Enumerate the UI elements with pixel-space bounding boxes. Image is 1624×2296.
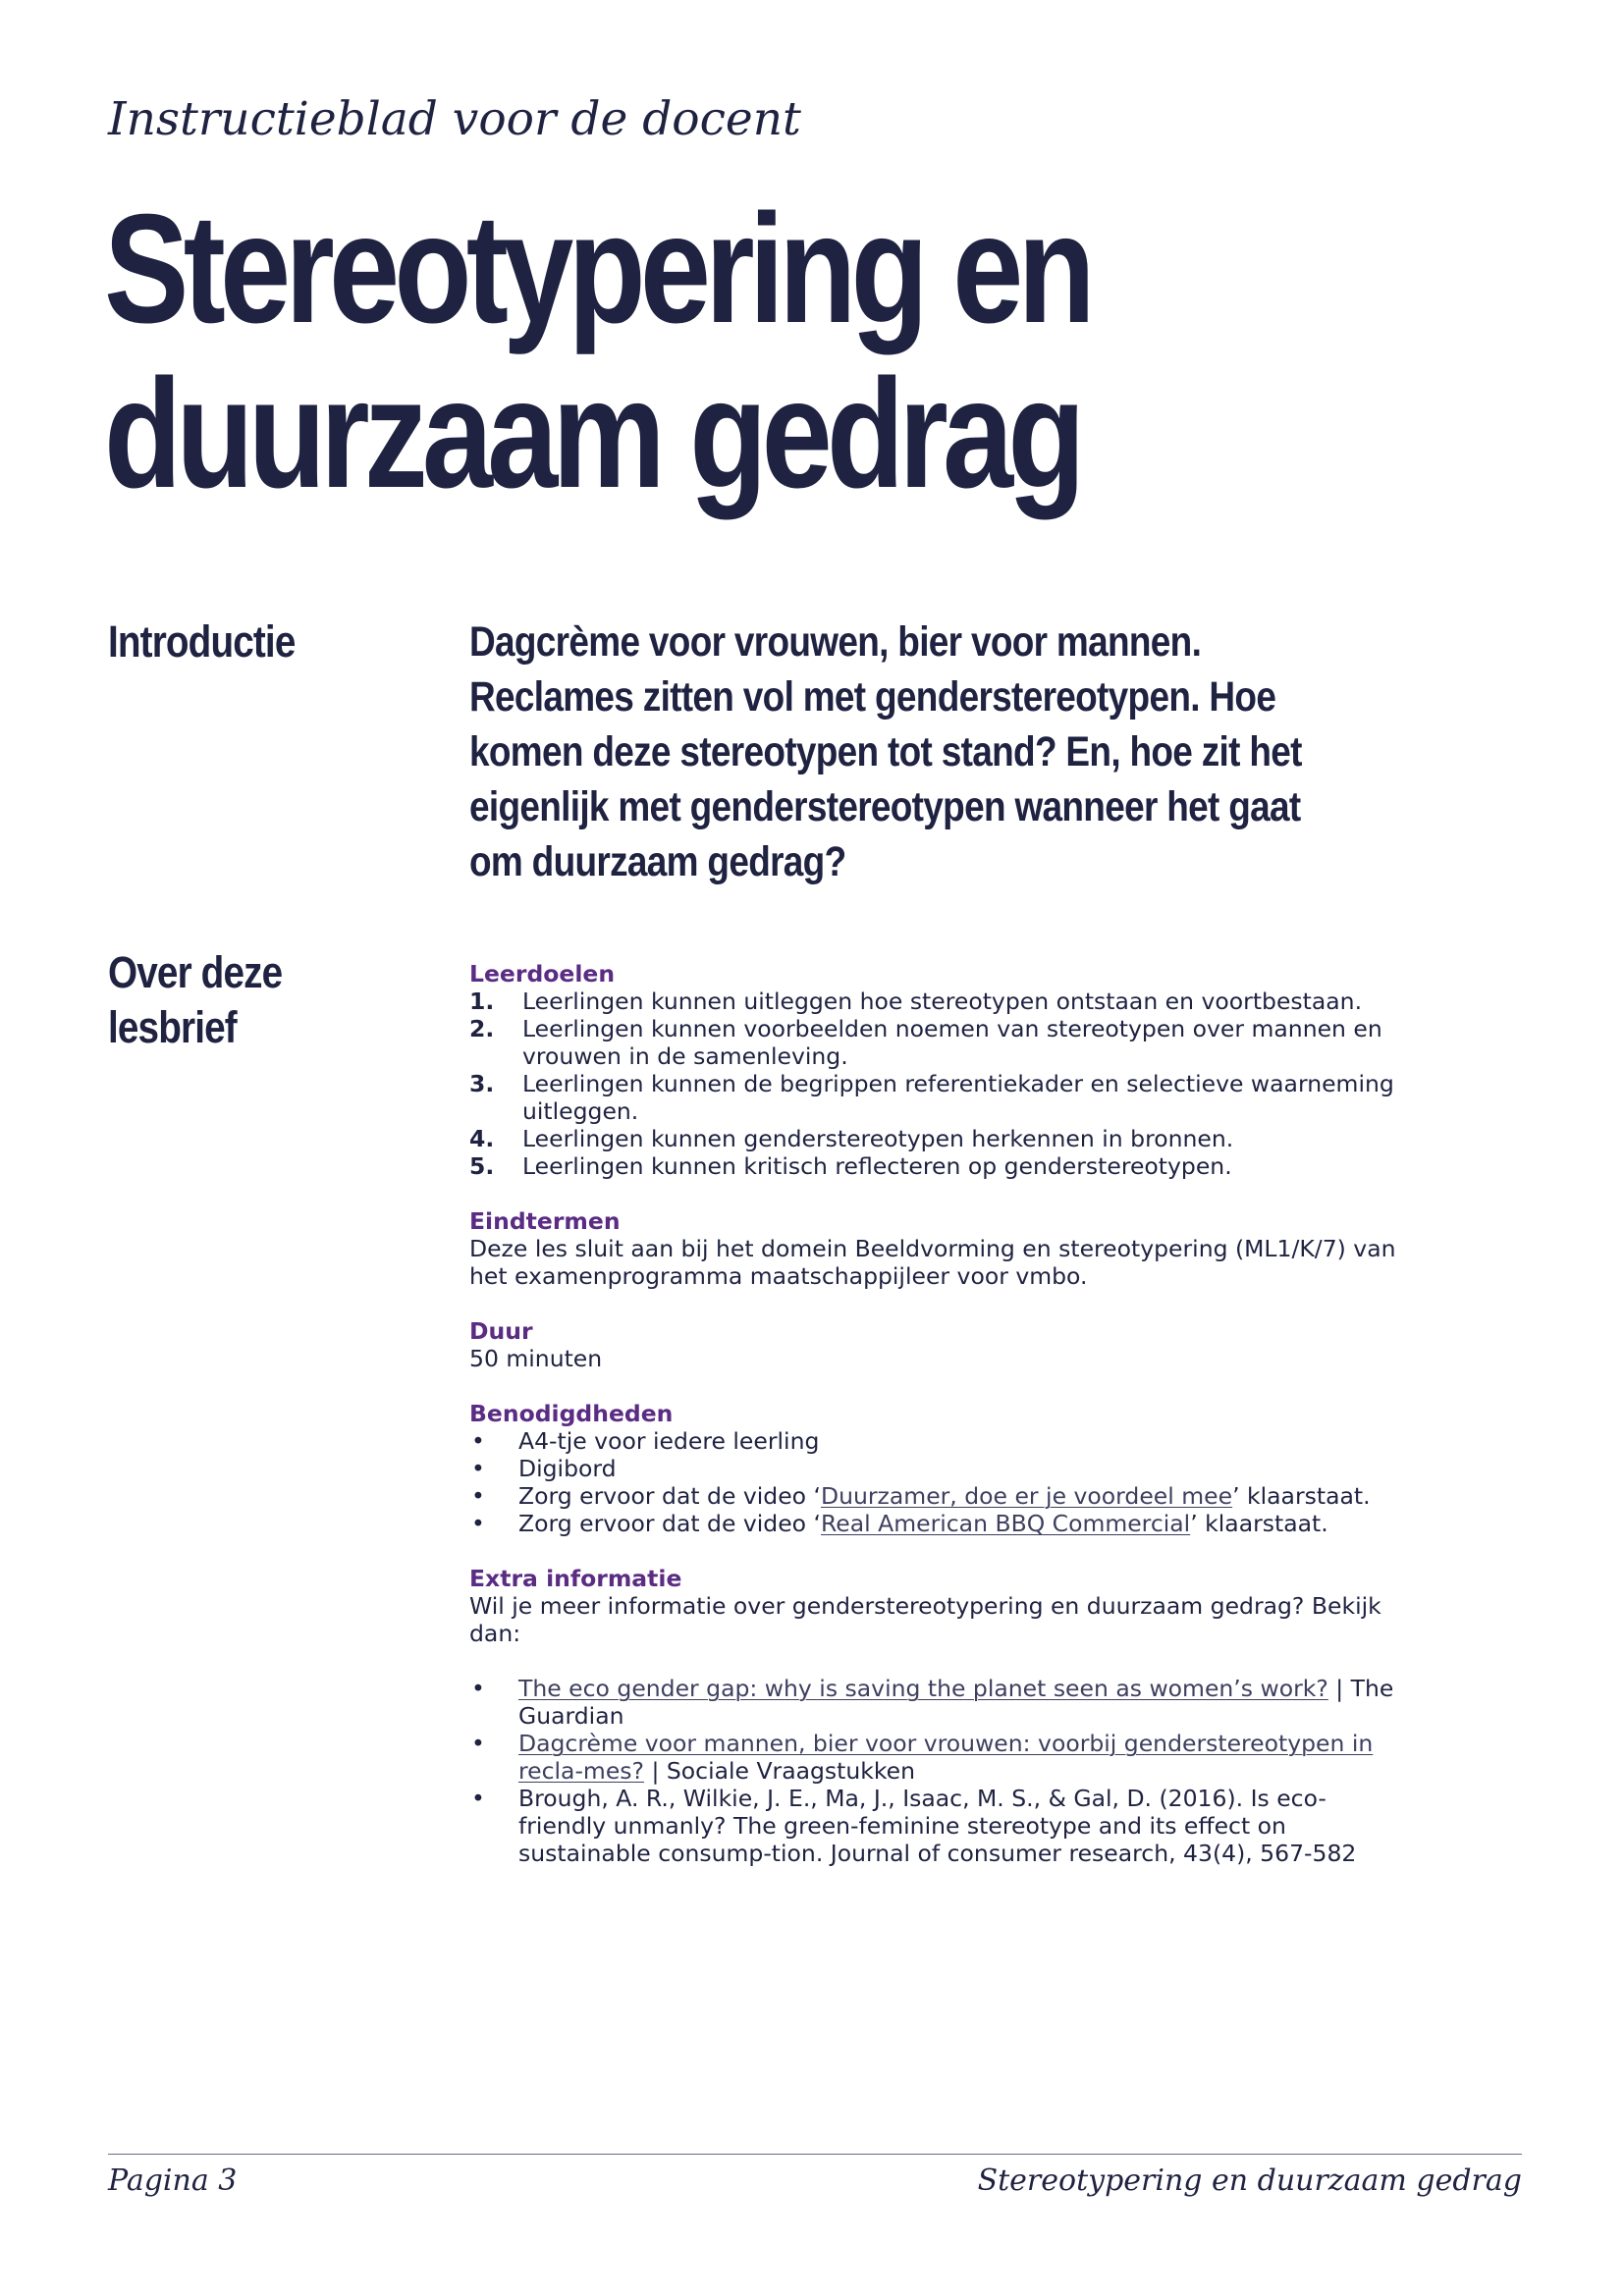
materials-section: [469, 1400, 1412, 1537]
learning-goals-heading: Leerdoelen: [469, 960, 616, 988]
materials-item-text-before: Zorg ervoor dat de video ‘: [518, 1510, 822, 1537]
bullet-icon: •: [471, 1427, 485, 1455]
page-title-line-2: duurzaam gedrag: [104, 347, 1080, 520]
materials-heading: Benodigdheden: [469, 1400, 674, 1427]
reference-link-sociale-vraagstukken[interactable]: Dagcrème voor mannen, bier voor vrouwen: voorbij genderstereotypen in recla-mes?: [518, 1730, 1374, 1785]
duration-section: [469, 1317, 1412, 1372]
materials-list: [469, 1427, 1412, 1537]
bullet-icon: •: [471, 1730, 485, 1757]
final-terms-heading: Eindtermen: [469, 1207, 621, 1235]
reference-source: | The Guardian: [518, 1675, 1394, 1730]
duration-text: 50 minuten: [469, 1345, 603, 1372]
page-title-line-1: Stereotypering en: [104, 183, 1090, 355]
bullet-icon: •: [471, 1455, 485, 1482]
learning-goal-number: 1.: [469, 988, 495, 1015]
page-title: [104, 183, 1231, 520]
reference-item: [469, 1785, 1412, 1867]
learning-goal-item: [469, 1070, 1412, 1125]
learning-goal-item: [469, 1125, 1412, 1152]
reference-citation: Brough, A. R., Wilkie, J. E., Ma, J., Isaac, M. S., & Gal, D. (2016). Is eco-friendly unmanly? The green-feminine stereotype and its effect on sustainable consump-tion. Journal of consumer research, 43(4), 567-582: [518, 1785, 1357, 1867]
learning-goal-number: 3.: [469, 1070, 495, 1097]
bullet-icon: •: [471, 1482, 485, 1510]
final-terms-text: Deze les sluit aan bij het domein Beeldvorming en stereotypering (ML1/K/7) van het examenprogramma maatschappijleer voor vmbo.: [469, 1235, 1396, 1290]
footer-page-number: Pagina 3: [108, 2163, 238, 2198]
materials-item: [469, 1427, 1412, 1455]
bullet-icon: •: [471, 1510, 485, 1537]
about-heading-line-2: lesbrief: [108, 1002, 237, 1052]
final-terms-section: [469, 1207, 1412, 1290]
materials-item-text: Digibord: [518, 1455, 617, 1482]
document-kicker: Instructieblad voor de docent: [108, 92, 801, 146]
learning-goal-item: [469, 988, 1412, 1015]
learning-goal-number: 4.: [469, 1125, 495, 1152]
materials-item: [469, 1510, 1412, 1537]
materials-item: [469, 1455, 1412, 1482]
bullet-icon: •: [471, 1675, 485, 1702]
reference-source: | Sociale Vraagstukken: [644, 1757, 915, 1785]
learning-goals-list: [469, 988, 1412, 1180]
intro-text: Dagcrème voor vrouwen, bier voor mannen. Reclames zitten vol met genderstereotypen. Hoe komen deze stereotypen tot stand? En, hoe zit het eigenlijk met genderstereotypen wanneer het gaat om duurzaam gedrag?: [469, 618, 1302, 885]
reference-link-guardian[interactable]: The eco gender gap: why is saving the planet seen as women’s work?: [518, 1675, 1328, 1702]
materials-item-text-after: ’ klaarstaat.: [1190, 1510, 1328, 1537]
extra-info-intro: Wil je meer informatie over genderstereotypering en duurzaam gedrag? Bekijk dan:: [469, 1592, 1381, 1647]
about-heading: [108, 945, 361, 1055]
footer-divider: [108, 2154, 1522, 2155]
learning-goal-text: Leerlingen kunnen kritisch reflecteren op genderstereotypen.: [522, 1152, 1232, 1180]
reference-item: [469, 1675, 1412, 1730]
learning-goal-item: [469, 1015, 1412, 1070]
learning-goal-number: 5.: [469, 1152, 495, 1180]
footer-document-title: Stereotypering en duurzaam gedrag: [977, 2163, 1522, 2198]
learning-goal-text: Leerlingen kunnen genderstereotypen herkennen in bronnen.: [522, 1125, 1234, 1152]
learning-goals-section: [469, 960, 1412, 1180]
materials-item-text-before: Zorg ervoor dat de video ‘: [518, 1482, 822, 1510]
learning-goal-item: [469, 1152, 1412, 1180]
intro-heading: Introductie: [108, 616, 296, 667]
learning-goal-text: Leerlingen kunnen uitleggen hoe stereotypen ontstaan en voortbestaan.: [522, 988, 1363, 1015]
about-content: [469, 960, 1412, 1895]
learning-goal-text: Leerlingen kunnen de begrippen referentiekader en selectieve waarneming uitleggen.: [522, 1070, 1394, 1125]
learning-goal-text: Leerlingen kunnen voorbeelden noemen van stereotypen over mannen en vrouwen in de samenleving.: [522, 1015, 1382, 1070]
extra-info-heading: Extra informatie: [469, 1565, 682, 1592]
learning-goal-number: 2.: [469, 1015, 495, 1042]
materials-item-text: A4-tje voor iedere leerling: [518, 1427, 820, 1455]
video-link-duurzamer[interactable]: Duurzamer, doe er je voordeel mee: [821, 1482, 1233, 1510]
extra-info-section: [469, 1565, 1412, 1867]
materials-item: [469, 1482, 1412, 1510]
bullet-icon: •: [471, 1785, 485, 1812]
about-heading-line-1: Over deze: [108, 947, 283, 997]
video-link-bbq[interactable]: Real American BBQ Commercial: [821, 1510, 1191, 1537]
extra-info-list: [469, 1675, 1412, 1867]
materials-item-text-after: ’ klaarstaat.: [1232, 1482, 1371, 1510]
duration-heading: Duur: [469, 1317, 533, 1345]
reference-item: [469, 1730, 1412, 1785]
